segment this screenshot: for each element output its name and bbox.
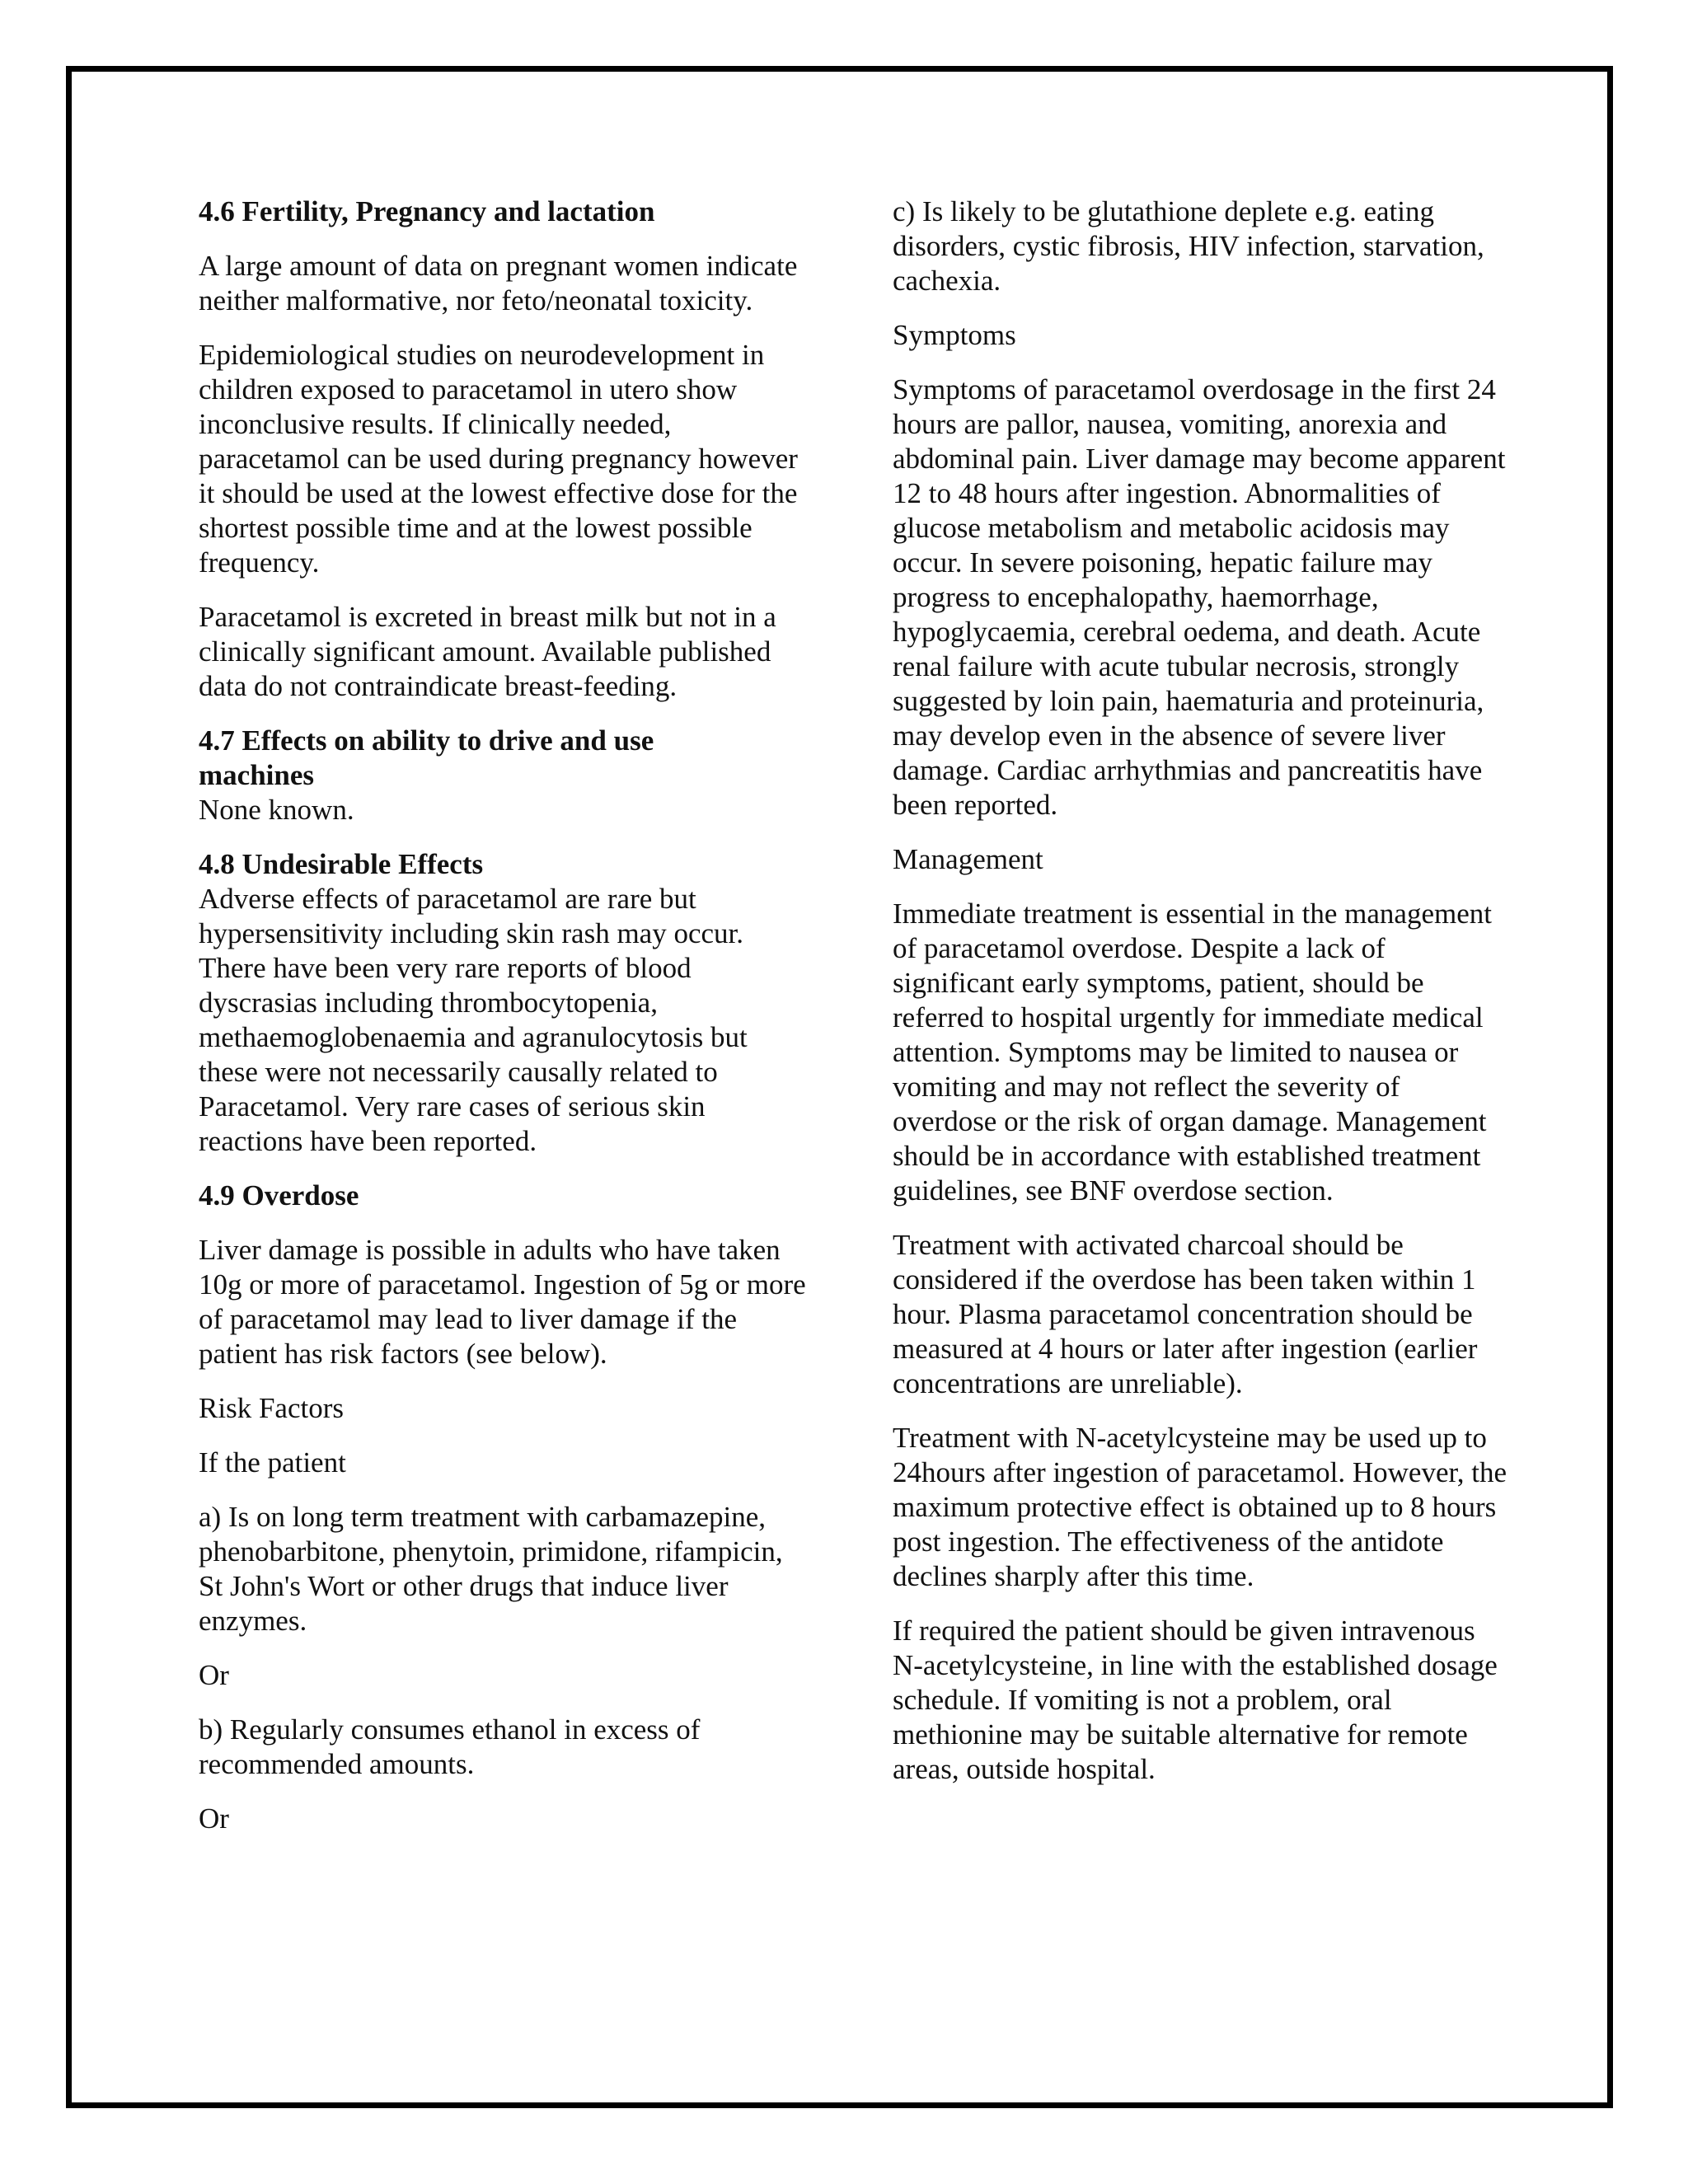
or-separator-2: Or xyxy=(199,1802,229,1835)
section-4-8 xyxy=(199,847,813,1159)
management-heading: Management xyxy=(893,843,1043,875)
section-4-9-paragraph: Liver damage is possible in adults who have taken 10g or more of paracetamol. Ingestion of 5g or more of paracetamol may lead to liver damage if the patient has risk factors (see below). xyxy=(199,1234,806,1370)
symptoms-heading: Symptoms xyxy=(893,319,1016,351)
right-column xyxy=(893,194,1507,1807)
section-4-7 xyxy=(199,724,813,827)
management-paragraph-2: Treatment with activated charcoal should be considered if the overdose has been taken within 1 hour. Plasma paracetamol concentration should be measured at 4 hours or later after ingestion (earlier concentrations are unreliable). xyxy=(893,1229,1478,1399)
section-4-6-paragraph-2: Epidemiological studies on neurodevelopment in children exposed to paracetamol in utero show inconclusive results. If clinically needed, paracetamol can be used during pregnancy however it should be used at the lowest effective dose for the shortest possible time and at the lowest possible frequency. xyxy=(199,339,798,579)
left-column xyxy=(199,194,813,1856)
management-paragraph-1: Immediate treatment is essential in the management of paracetamol overdose. Despite a lack of significant early symptoms, patient, should be referred to hospital urgently for immediate medical attention. Symptoms may be limited to nausea or vomiting and may not reflect the severity of overdose or the risk of organ damage. Management should be in accordance with established treatment guidelines, see BNF overdose section. xyxy=(893,898,1492,1207)
section-4-8-heading: 4.8 Undesirable Effects xyxy=(199,848,484,880)
section-4-7-paragraph: None known. xyxy=(199,794,354,826)
management-paragraph-4: If required the patient should be given intravenous N-acetylcysteine, in line with the established dosage schedule. If vomiting is not a problem, oral methionine may be suitable alternative for remote areas, outside hospital. xyxy=(893,1615,1498,1785)
section-4-7-heading: 4.7 Effects on ability to drive and use machines xyxy=(199,724,654,791)
or-separator-1: Or xyxy=(199,1659,229,1691)
risk-item-b: b) Regularly consumes ethanol in excess of recommended amounts. xyxy=(199,1713,701,1780)
symptoms-paragraph: Symptoms of paracetamol overdosage in the first 24 hours are pallor, nausea, vomiting, anorexia and abdominal pain. Liver damage may become apparent 12 to 48 hours after ingestion. Abnormalities of glucose metabolism and metabolic acidosis may occur. In severe poisoning, hepatic failure may progress to encephalopathy, haemorrhage, hypoglycaemia, cerebral oedema, and death. Acute renal failure with acute tubular necrosis, strongly suggested by loin pain, haematuria and proteinuria, may develop even in the absence of severe liver damage. Cardiac arrhythmias and pancreatitis have been reported. xyxy=(893,373,1506,821)
risk-factors-label: Risk Factors xyxy=(199,1392,344,1424)
management-paragraph-3: Treatment with N-acetylcysteine may be used up to 24hours after ingestion of paracetamol. However, the maximum protective effect is obtained up to 8 hours post ingestion. The effectiveness of the antidote declines sharply after this time. xyxy=(893,1422,1507,1592)
risk-item-c: c) Is likely to be glutathione deplete e.g. eating disorders, cystic fibrosis, HIV infection, starvation, cachexia. xyxy=(893,195,1484,297)
section-4-9-heading: 4.9 Overdose xyxy=(199,1179,359,1212)
section-4-8-paragraph: Adverse effects of paracetamol are rare but hypersensitivity including skin rash may occur. There have been very rare reports of blood dyscrasias including thrombocytopenia, methaemoglobenaemia and agranulocytosis but these were not necessarily causally related to Paracetamol. Very rare cases of serious skin reactions have been reported. xyxy=(199,883,748,1157)
risk-item-a: a) Is on long term treatment with carbamazepine, phenobarbitone, phenytoin, primidone, rifampicin, St John's Wort or other drugs that induce liver enzymes. xyxy=(199,1501,783,1637)
if-patient-label: If the patient xyxy=(199,1446,346,1479)
section-4-6-paragraph-3: Paracetamol is excreted in breast milk but not in a clinically significant amount. Available published data do not contraindicate breast-feeding. xyxy=(199,601,776,702)
section-4-6-paragraph-1: A large amount of data on pregnant women indicate neither malformative, nor feto/neonatal toxicity. xyxy=(199,250,798,316)
section-4-6-heading: 4.6 Fertility, Pregnancy and lactation xyxy=(199,195,655,227)
